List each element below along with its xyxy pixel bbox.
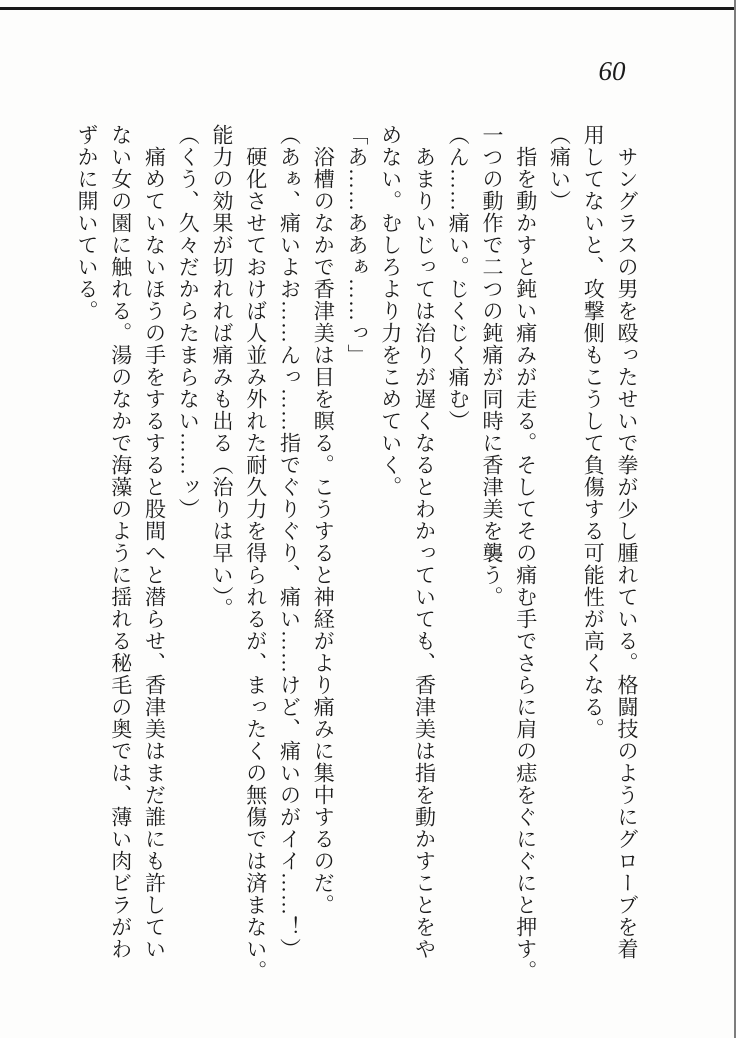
text-line: 浴槽のなかで香津美は目を瞑る。こうすると神経がより痛みに集中するのだ。 [311, 124, 336, 916]
text-line: ない女の園に触れる。湯のなかで海藻のように揺れる秘毛の奥では、薄い肉ビラがわ [108, 124, 133, 960]
text-line: （ん……痛い。じくじく痛む） [446, 124, 471, 432]
text-line: あまりいじっては治りが遅くなるとわかっていても、香津美は指を動かすことをや [412, 124, 437, 960]
text-line: 指を動かすと鈍い痛みが走る。そしてその痛む手でさらに肩の痣をぐにぐにと押す。 [513, 124, 538, 982]
text-line: めない。むしろより力をこめていく。 [378, 124, 403, 498]
top-edge-rule [0, 7, 736, 10]
text-line: （あぁ、痛いよお……んっ……指でぐりぐり、痛い……けど、痛いのがイイ……！） [277, 124, 302, 960]
text-line: サングラスの男を殴ったせいで拳が少し腫れている。格闘技のようにグローブを着 [615, 124, 639, 960]
text-line: 硬化させておけば人並み外れた耐久力を得られるが、まったくの無傷では済まない。 [243, 124, 268, 982]
text-line: （くう、久々だからたまらない……ッ） [176, 124, 201, 520]
text-line: 能力の効果が切れれば痛みも出る（治りは早い）。 [210, 124, 234, 620]
text-line: 痛めていないほうの手をするすると股間へと潜らせ、香津美はまだ誰にも許してい [142, 124, 167, 960]
page-number: 60 [598, 56, 626, 86]
text-line: 一つの動作で二つの鈍痛が同時に香津美を襲う。 [480, 124, 504, 608]
text-line: 「あ……ああぁ……っ」 [345, 124, 369, 366]
vertical-text-block [69, 124, 643, 984]
text-line: ずかに開いている。 [75, 124, 99, 322]
text-line: （痛い） [547, 124, 572, 212]
text-line: 用してないと、攻撃側もこうして負傷する可能性が高くなる。 [581, 124, 606, 740]
